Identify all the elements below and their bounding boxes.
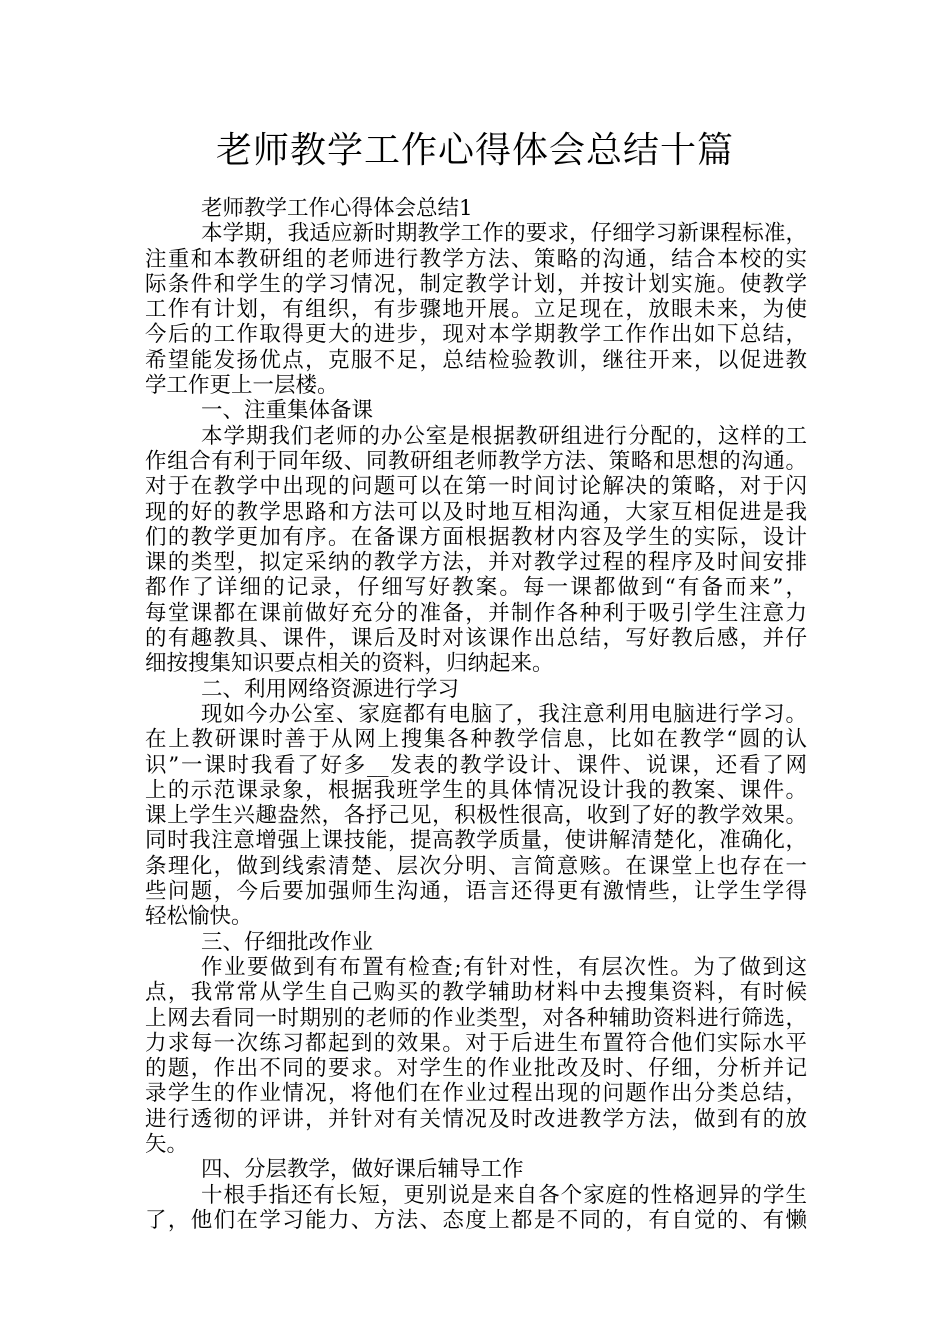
paragraph-line: 希望能发扬优点，克服不足，总结检验教训，继往开来，以促进教 [145,347,807,373]
paragraph-line: 学工作更上一层楼。 [145,373,339,399]
paragraph-line: 注重和本教研组的老师进行教学方法、策略的沟通，结合本校的实 [145,246,807,272]
paragraph-line: 对于在教学中出现的问题可以在第一时间讨论解决的策略，对于闪 [145,474,807,500]
section-heading-line: 老师教学工作心得体会总结1 [201,196,473,221]
paragraph-line: 上网去看同一时期别的老师的作业类型，对各种辅助资料进行筛选， [145,1005,807,1031]
paragraph-line: 识”一课时我看了好多__发表的教学设计、课件、说课，还看了网 [145,752,807,778]
paragraph-line: 际条件和学生的学习情况，制定教学计划，并按计划实施。使教学 [145,271,807,297]
paragraph-line: 课上学生兴趣盎然，各抒己见，积极性很高，收到了好的教学效果。 [145,803,807,829]
paragraph-line: 录学生的作业情况，将他们在作业过程出现的问题作出分类总结， [145,1081,807,1107]
paragraph-line: 工作有计划，有组织，有步骤地开展。立足现在，放眼未来，为使 [145,297,807,323]
paragraph-line: 们的教学更加有序。在备课方面根据教材内容及学生的实际，设计 [145,524,807,550]
paragraph-line: 些问题，今后要加强师生沟通，语言还得更有激情些，让学生学得 [145,879,807,905]
section-heading-line: 四、分层教学，做好课后辅导工作 [201,1157,524,1183]
paragraph-line: 都作了详细的记录，仔细写好教案。每一课都做到“有备而来”， [145,575,807,601]
paragraph-line: 同时我注意增强上课技能，提高教学质量，使讲解清楚化，准确化， [145,828,807,854]
document-body [145,196,807,1233]
paragraph-line: 了，他们在学习能力、方法、态度上都是不同的，有自觉的、有懒 [145,1207,807,1233]
paragraph-line: 现如今办公室、家庭都有电脑了，我注意利用电脑进行学习。 [201,701,807,727]
paragraph-line: 作组合有利于同年级、同教研组老师教学方法、策略和思想的沟通。 [145,448,807,474]
paragraph-line: 现的好的教学思路和方法可以及时地互相沟通，大家互相促进是我 [145,499,807,525]
paragraph-line: 条理化，做到线索清楚、层次分明、言简意赅。在课堂上也存在一 [145,853,807,879]
paragraph-line: 轻松愉快。 [145,904,253,930]
document-title: 老师教学工作心得体会总结十篇 [215,130,734,171]
paragraph-line: 作业要做到有布置有检查;有针对性，有层次性。为了做到这 [201,954,807,980]
paragraph-line: 每堂课都在课前做好充分的准备，并制作各种利于吸引学生注意力 [145,600,807,626]
paragraph-line: 的题，作出不同的要求。对学生的作业批改及时、仔细，分析并记 [145,1056,807,1082]
paragraph-line: 课的类型，拟定采纳的教学方法，并对教学过程的程序及时间安排 [145,550,807,576]
paragraph-line: 本学期，我适应新时期教学工作的要求，仔细学习新课程标准， [201,221,807,247]
paragraph-line: 点，我常常从学生自己购买的教学辅助材料中去搜集资料，有时候 [145,980,807,1006]
paragraph-line: 在上教研课时善于从网上搜集各种教学信息，比如在教学“圆的认 [145,727,807,753]
paragraph-line: 今后的工作取得更大的进步，现对本学期教学工作作出如下总结， [145,322,807,348]
section-heading-line: 三、仔细批改作业 [201,929,374,955]
paragraph-line: 进行透彻的评讲，并针对有关情况及时改进教学方法，做到有的放 [145,1106,807,1132]
paragraph-line: 本学期我们老师的办公室是根据教研组进行分配的，这样的工 [201,423,807,449]
paragraph-line: 细按搜集知识要点相关的资料，归纳起来。 [145,651,554,677]
paragraph-line: 上的示范课录象，根据我班学生的具体情况设计我的教案、课件。 [145,777,807,803]
paragraph-line: 的有趣教具、课件，课后及时对该课作出总结，写好教后感，并仔 [145,626,807,652]
paragraph-line: 十根手指还有长短，更别说是来自各个家庭的性格迥异的学生 [201,1182,807,1208]
section-heading-line: 一、注重集体备课 [201,398,374,424]
section-heading-line: 二、利用网络资源进行学习 [201,676,460,702]
paragraph-line: 矢。 [145,1131,189,1157]
paragraph-line: 力求每一次练习都起到的效果。对于后进生布置符合他们实际水平 [145,1030,807,1056]
